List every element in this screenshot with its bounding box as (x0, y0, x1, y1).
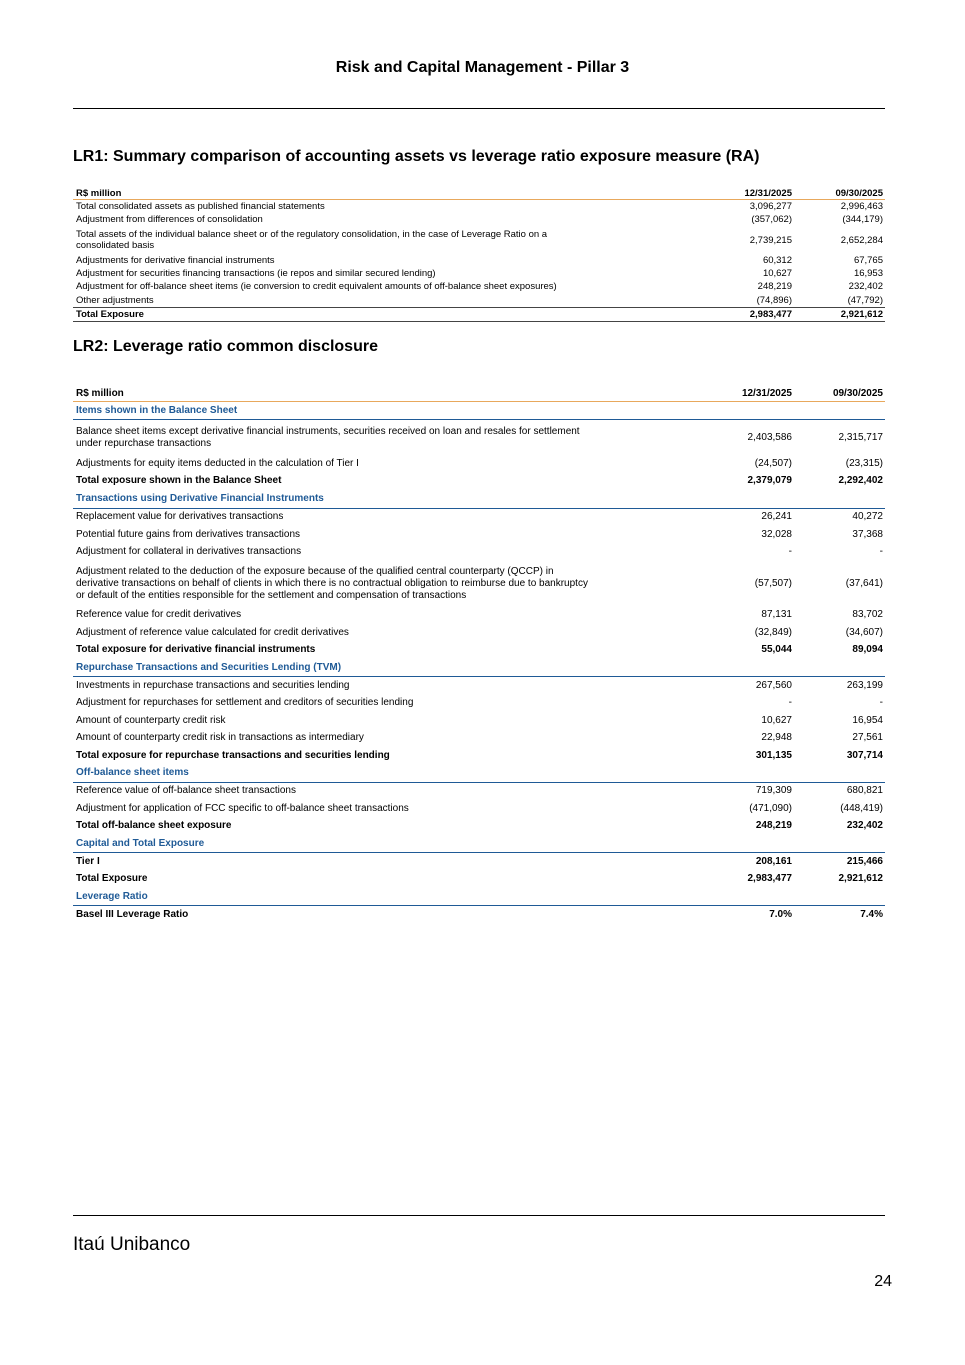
row-value-1: 87,131 (761, 609, 792, 621)
table-total-row (73, 817, 885, 834)
row-value-1: - (788, 697, 792, 709)
row-label: Adjustment related to the deduction of the exposure because of the qualified central counterparty (QCCP) in derivative transactions on behalf of clients in which there is no contractual obligation to reimburse due to bankruptcy or default of the entities responsible for the settlement and compensation of transactions (76, 565, 588, 601)
row-value-1: 10,627 (761, 714, 792, 726)
table-row (73, 455, 885, 472)
row-value-2: 2,996,463 (840, 201, 883, 213)
section-header-row (73, 402, 885, 420)
table-row (73, 677, 885, 695)
row-value-2: (37,641) (845, 577, 883, 589)
row-label: Potential future gains from derivatives transactions (76, 528, 300, 540)
row-value-2: 40,272 (852, 511, 883, 523)
row-label: Total Exposure (76, 873, 148, 885)
table-total-row (73, 307, 885, 321)
table-header-row (73, 386, 885, 402)
row-value-1: 719,309 (755, 785, 792, 797)
row-value-1: (357,062) (751, 214, 792, 226)
row-value-2: 307,714 (846, 749, 883, 761)
footer-divider (73, 1215, 885, 1216)
row-value-1: (74,896) (756, 294, 792, 306)
page-header-title: Risk and Capital Management - Pillar 3 (335, 59, 630, 76)
row-value-1: 2,403,586 (747, 431, 792, 443)
row-value-2: - (879, 546, 883, 558)
row-value-2: 2,921,612 (794, 307, 885, 321)
row-label: Adjustment from differences of consolidation (76, 214, 263, 226)
row-value-2: 263,199 (846, 679, 883, 691)
row-label: Total exposure for repurchase transactions and securities lending (76, 749, 390, 761)
row-value-2: 2,315,717 (838, 431, 883, 443)
lr1-table (73, 182, 885, 322)
table-total-row (73, 871, 885, 888)
row-value-1: 267,560 (755, 679, 792, 691)
row-value-2: 232,402 (846, 820, 883, 832)
table-row (73, 543, 885, 560)
row-value-2: 2,292,402 (838, 475, 883, 487)
lr2-table (73, 386, 885, 924)
row-label: Total assets of the individual balance sheet or of the regulatory consolidation, in the case of Leverage Ratio on a consolidated basis (76, 229, 548, 252)
lr2-title: LR2: Leverage ratio common disclosure (73, 338, 378, 355)
table-row (73, 280, 885, 293)
table-row (73, 200, 885, 214)
section-header-row (73, 835, 885, 853)
row-value-2: 680,821 (846, 785, 883, 797)
row-value-2: (448,419) (840, 802, 883, 814)
row-value-1: 3,096,277 (749, 201, 792, 213)
row-value-1: 7.0% (769, 909, 792, 921)
table-row (73, 213, 885, 226)
table-row (73, 695, 885, 712)
row-value-1: 60,312 (762, 254, 792, 266)
table-row (73, 254, 885, 267)
column-header-date2: 09/30/2025 (794, 386, 885, 402)
row-value-1: (24,507) (754, 458, 792, 470)
row-label: Adjustment for securities financing transactions (ie repos and similar secured lending) (76, 268, 436, 280)
table-header-row (73, 182, 885, 200)
row-label: Adjustment for application of FCC specific to off-balance sheet transactions (76, 802, 409, 814)
row-value-2: 232,402 (848, 281, 883, 293)
table-row (73, 508, 885, 526)
row-value-2: 67,765 (853, 254, 883, 266)
row-label: Balance sheet items except derivative financial instruments, securities received on loan and resales for settlement under repurchase transactions (76, 425, 580, 449)
table-row (73, 420, 885, 456)
table-row (73, 800, 885, 817)
row-label: Amount of counterparty credit risk in transactions as intermediary (76, 732, 364, 744)
table-row (73, 782, 885, 800)
row-value-2: 7.4% (860, 909, 883, 921)
row-label: Total Exposure (73, 307, 692, 321)
row-value-1: 2,379,079 (747, 475, 792, 487)
section-label: Capital and Total Exposure (73, 835, 885, 853)
row-label: Total exposure for derivative financial instruments (76, 644, 316, 656)
row-value-1: 2,983,477 (747, 873, 792, 885)
row-value-2: (344,179) (842, 214, 883, 226)
header-divider (73, 108, 885, 109)
row-label: Adjustments for derivative financial instruments (76, 254, 275, 266)
row-label: Total exposure shown in the Balance Sheet (76, 475, 282, 487)
table-total-row (73, 642, 885, 659)
row-value-1: 2,983,477 (692, 307, 794, 321)
section-header-row (73, 659, 885, 677)
section-label: Leverage Ratio (73, 888, 885, 906)
row-value-1: 10,627 (762, 268, 792, 280)
row-label: Tier I (76, 855, 100, 867)
table-row (73, 712, 885, 729)
row-value-2: 2,652,284 (840, 234, 883, 246)
footer-brand: Itaú Unibanco (73, 1234, 191, 1255)
table-total-row (73, 853, 885, 871)
row-value-2: 16,953 (853, 268, 883, 280)
row-value-2: - (879, 697, 883, 709)
column-header-date1: 12/31/2025 (692, 386, 794, 402)
lr1-title: LR1: Summary comparison of accounting assets vs leverage ratio exposure measure (RA) (73, 148, 760, 165)
row-label: Reference value for credit derivatives (76, 609, 242, 621)
table-row (73, 227, 885, 254)
row-value-1: (57,507) (754, 577, 792, 589)
row-label: Total consolidated assets as published financial statements (76, 201, 325, 213)
section-label: Transactions using Derivative Financial Instruments (73, 490, 885, 508)
row-value-1: 248,219 (755, 820, 792, 832)
row-value-2: 89,094 (852, 644, 883, 656)
row-label: Adjustments for equity items deducted in the calculation of Tier I (76, 458, 359, 470)
table-total-row (73, 906, 885, 924)
row-value-1: 248,219 (757, 281, 792, 293)
row-value-1: 208,161 (755, 855, 792, 867)
row-value-2: 83,702 (852, 609, 883, 621)
section-label: Off-balance sheet items (73, 764, 885, 782)
row-label: Reference value of off-balance sheet transactions (76, 785, 296, 797)
row-value-2: 2,921,612 (838, 873, 883, 885)
row-label: Amount of counterparty credit risk (76, 714, 226, 726)
page-number: 24 (874, 1273, 892, 1290)
column-header-label: R$ million (73, 182, 692, 200)
row-label: Investments in repurchase transactions and securities lending (76, 679, 350, 691)
row-label: Basel III Leverage Ratio (76, 909, 189, 921)
row-label: Adjustment for repurchases for settlement and creditors of securities lending (76, 697, 414, 709)
table-row (73, 293, 885, 307)
section-header-row (73, 490, 885, 508)
row-value-1: 301,135 (755, 749, 792, 761)
row-value-2: 16,954 (852, 714, 883, 726)
table-total-row (73, 747, 885, 764)
row-value-1: 55,044 (761, 644, 792, 656)
row-label: Total off-balance sheet exposure (76, 820, 232, 832)
row-label: Adjustment for collateral in derivatives transactions (76, 546, 302, 558)
row-label: Adjustment of reference value calculated for credit derivatives (76, 626, 349, 638)
table-row (73, 624, 885, 641)
table-row (73, 561, 885, 607)
row-label: Replacement value for derivatives transactions (76, 511, 284, 523)
row-value-2: (47,792) (847, 294, 883, 306)
table-row (73, 607, 885, 624)
row-label: Other adjustments (76, 294, 154, 306)
row-value-1: (471,090) (749, 802, 792, 814)
row-value-1: 26,241 (761, 511, 792, 523)
row-value-2: 27,561 (852, 732, 883, 744)
row-value-2: 37,368 (852, 528, 883, 540)
row-value-1: - (788, 546, 792, 558)
section-label: Items shown in the Balance Sheet (73, 402, 885, 420)
column-header-date2: 09/30/2025 (794, 182, 885, 200)
column-header-label: R$ million (73, 386, 692, 402)
table-row (73, 267, 885, 280)
column-header-date1: 12/31/2025 (692, 182, 794, 200)
row-value-2: (34,607) (845, 626, 883, 638)
row-value-2: (23,315) (845, 458, 883, 470)
row-value-1: 32,028 (761, 528, 792, 540)
row-value-2: 215,466 (846, 855, 883, 867)
row-value-1: 2,739,215 (749, 234, 792, 246)
section-label: Repurchase Transactions and Securities Lending (TVM) (73, 659, 885, 677)
table-total-row (73, 473, 885, 490)
row-value-1: 22,948 (761, 732, 792, 744)
row-value-1: (32,849) (754, 626, 792, 638)
table-row (73, 526, 885, 543)
section-header-row (73, 888, 885, 906)
section-header-row (73, 764, 885, 782)
table-row (73, 729, 885, 746)
row-label: Adjustment for off-balance sheet items (ie conversion to credit equivalent amounts of off-balance sheet exposures) (76, 281, 557, 293)
